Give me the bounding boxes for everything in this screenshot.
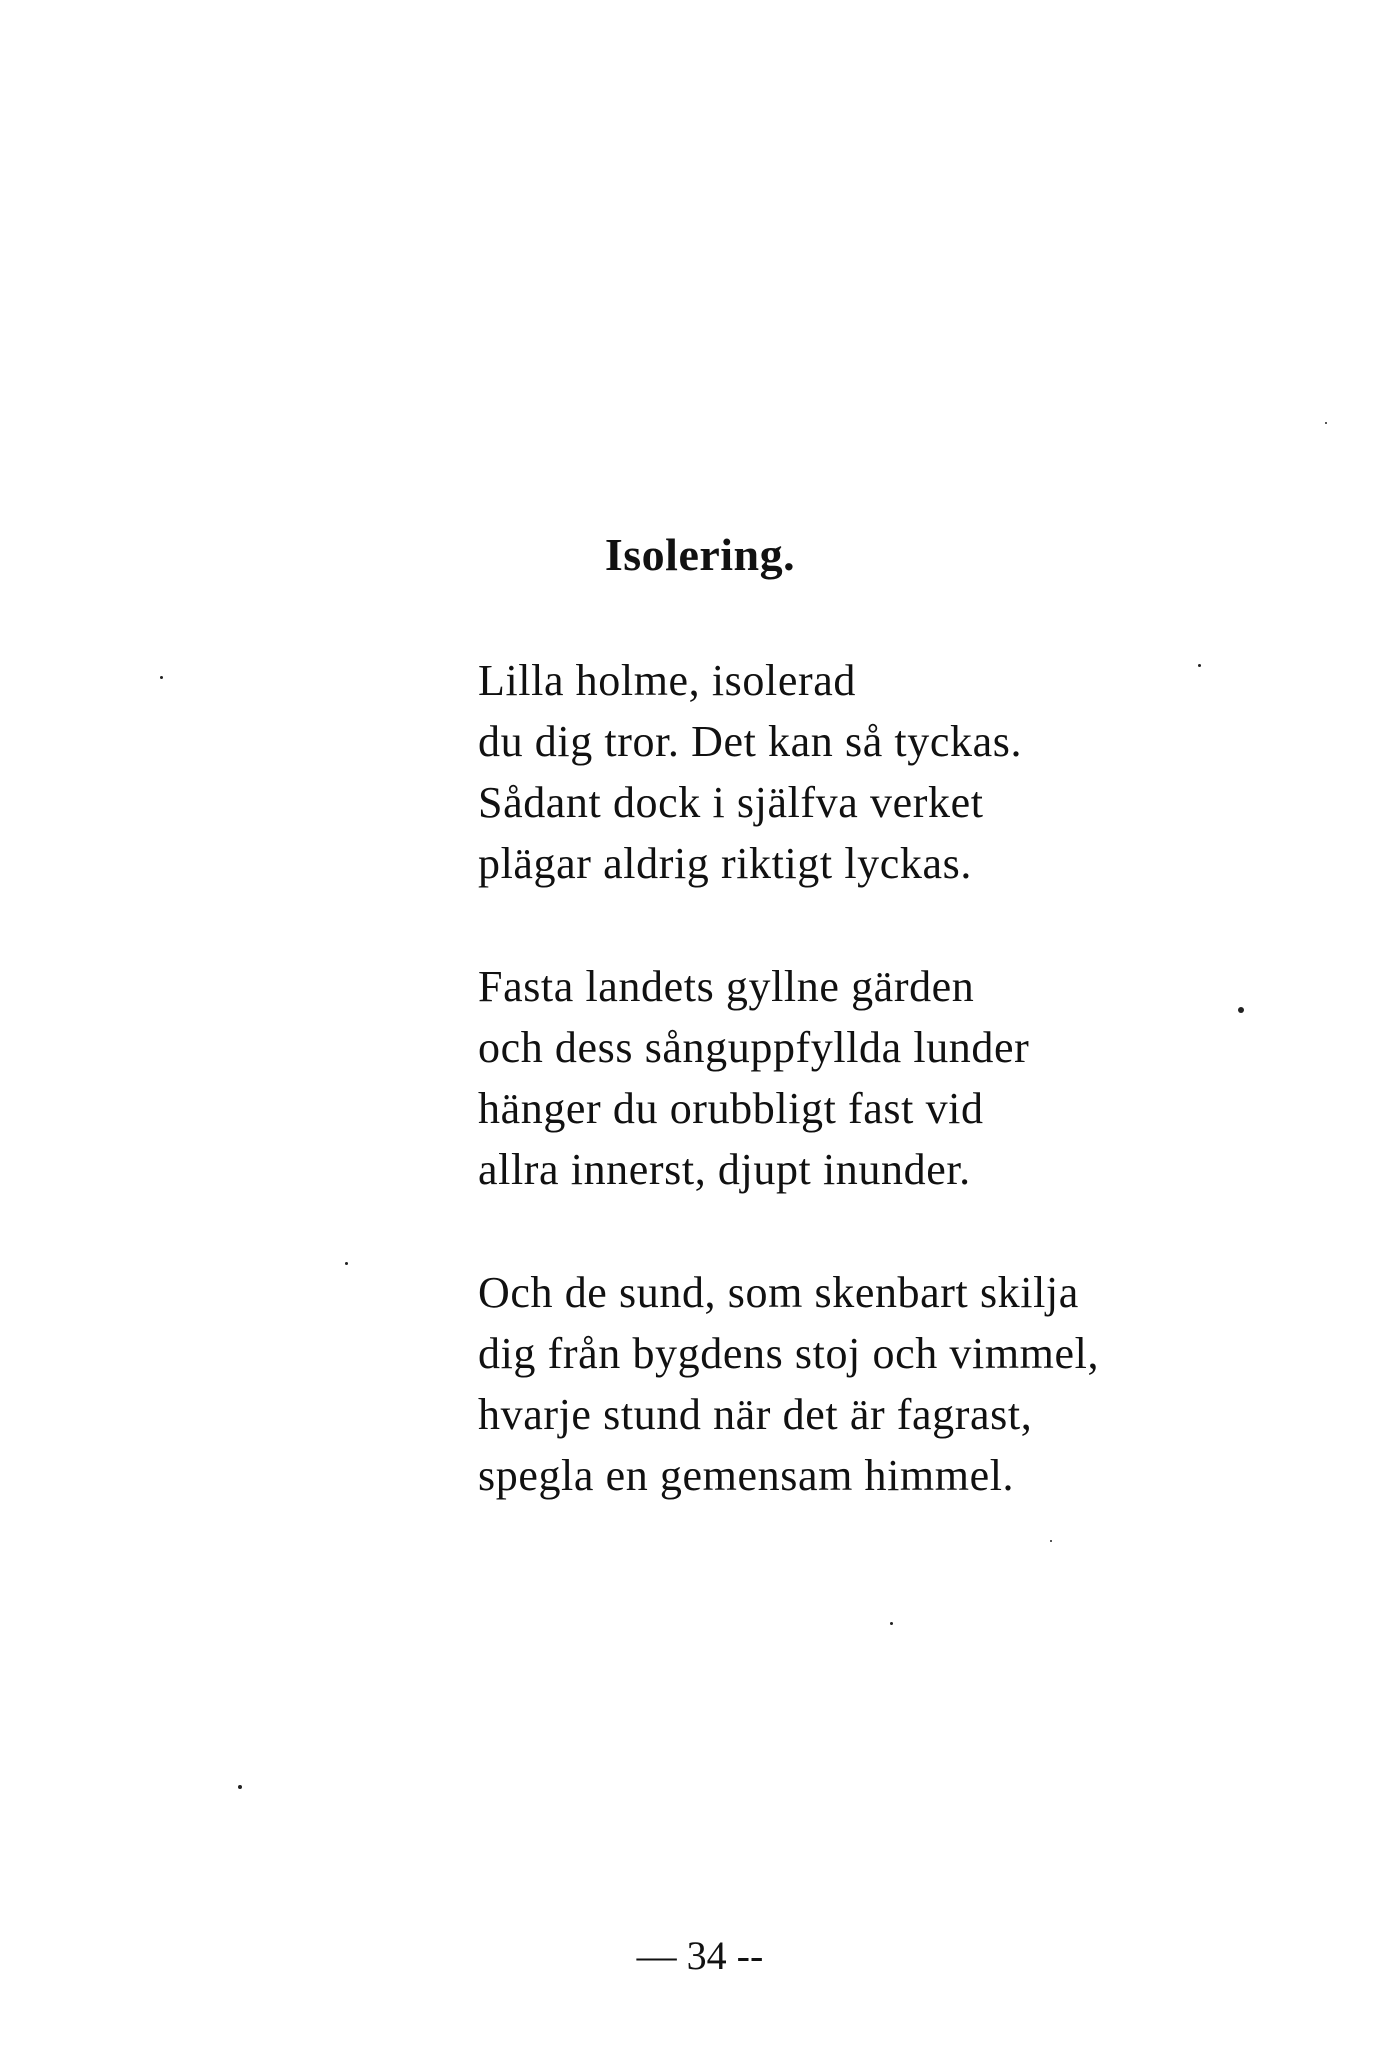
poem-line: och dess sånguppfyllda lunder: [478, 1023, 1030, 1072]
stanza-3: [478, 1262, 1238, 1506]
scan-speck: [238, 1785, 242, 1789]
poem-line: plägar aldrig riktigt lyckas.: [478, 839, 972, 888]
stanza-2: [478, 956, 1238, 1200]
scan-speck: [1325, 422, 1327, 424]
scan-speck: [160, 676, 163, 679]
poem-line: spegla en gemensam himmel.: [478, 1451, 1015, 1500]
poem-line: du dig tror. Det kan så tyckas.: [478, 717, 1023, 766]
scan-speck: [1238, 1007, 1244, 1013]
poem-line: allra innerst, djupt inunder.: [478, 1145, 971, 1194]
scan-speck: [890, 1622, 893, 1625]
scan-speck: [1198, 664, 1201, 667]
stanza-1: [478, 650, 1238, 894]
page-number: — 34 --: [636, 1933, 764, 1978]
poem-title: Isolering.: [604, 529, 796, 580]
scan-speck: [345, 1262, 348, 1265]
poem-line: Lilla holme, isolerad: [478, 656, 856, 705]
poem-line: dig från bygdens stoj och vimmel,: [478, 1329, 1100, 1378]
poem-line: Sådant dock i själfva verket: [478, 778, 984, 827]
poem-line: hvarje stund när det är fagrast,: [478, 1390, 1033, 1439]
poem-line: hänger du orubbligt fast vid: [478, 1084, 984, 1133]
scan-speck: [1050, 1540, 1052, 1542]
poem-line: Fasta landets gyllne gärden: [478, 962, 975, 1011]
poem-body: [478, 650, 1238, 1568]
poem-line: Och de sund, som skenbart skilja: [478, 1268, 1079, 1317]
